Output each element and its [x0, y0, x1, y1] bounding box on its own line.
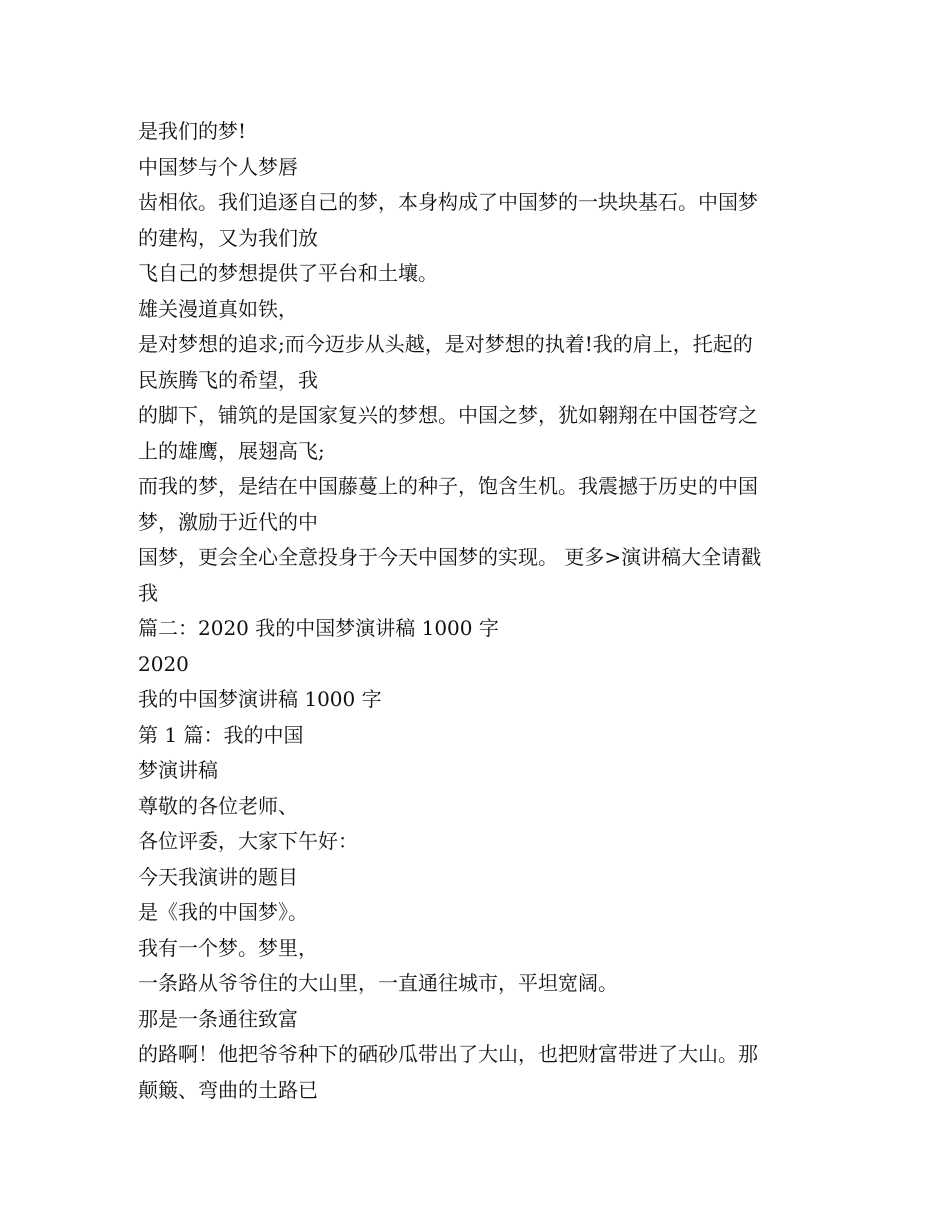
- text-line: 各位评委，大家下午好：: [138, 829, 358, 853]
- text-line: 雄关漫道真如铁，: [138, 296, 298, 321]
- text-line: 是我们的梦!: [138, 119, 247, 143]
- text-line: 梦，激励于近代的中: [138, 509, 318, 534]
- text-line: 那是一条通往致富: [138, 1006, 298, 1031]
- text-line: 我有一个梦。梦里，: [138, 935, 318, 960]
- text-line: 上的雄鹰，展翅高飞;: [138, 438, 325, 463]
- text-line: 颠簸、弯曲的土路已: [138, 1077, 318, 1102]
- text-line: 一条路从爷爷住的大山里，一直通往城市，平坦宽阔。: [138, 971, 618, 995]
- text-line: 第 1 篇：我的中国: [138, 722, 304, 747]
- text-line: 是对梦想的追求;而今迈步从头越，是对梦想的执着!我的肩上，托起的: [138, 332, 753, 356]
- text-line: 民族腾飞的希望，我: [138, 367, 318, 392]
- text-line: 尊敬的各位老师、: [138, 793, 298, 818]
- text-line: 梦演讲稿: [138, 758, 218, 782]
- text-line: 2020: [138, 651, 189, 676]
- text-line: 的路啊！他把爷爷种下的硒砂瓜带出了大山，也把财富带进了大山。那: [138, 1042, 758, 1066]
- text-line: 我: [138, 580, 158, 605]
- text-line: 今天我演讲的题目: [138, 864, 298, 889]
- text-line: 的脚下，铺筑的是国家复兴的梦想。中国之梦，犹如翱翔在中国苍穹之: [138, 403, 758, 427]
- text-line: 我的中国梦演讲稿 1000 字: [138, 687, 382, 711]
- text-line: 飞自己的梦想提供了平台和土壤。: [138, 261, 438, 285]
- text-line: 而我的梦，是结在中国藤蔓上的种子，饱含生机。我震撼于历史的中国: [138, 474, 758, 498]
- text-line: 国梦，更会全心全意投身于今天中国梦的实现。 更多>演讲稿大全请戳: [138, 545, 762, 569]
- text-line: 的建构，又为我们放: [138, 225, 318, 250]
- section-heading: 篇二：2020 我的中国梦演讲稿 1000 字: [138, 616, 499, 640]
- text-line: 中国梦与个人梦唇: [138, 154, 298, 179]
- text-line: 齿相依。我们追逐自己的梦，本身构成了中国梦的一块块基石。中国梦: [138, 190, 758, 214]
- text-line: 是《我的中国梦》。: [138, 900, 308, 924]
- document-text-body: [138, 114, 818, 1108]
